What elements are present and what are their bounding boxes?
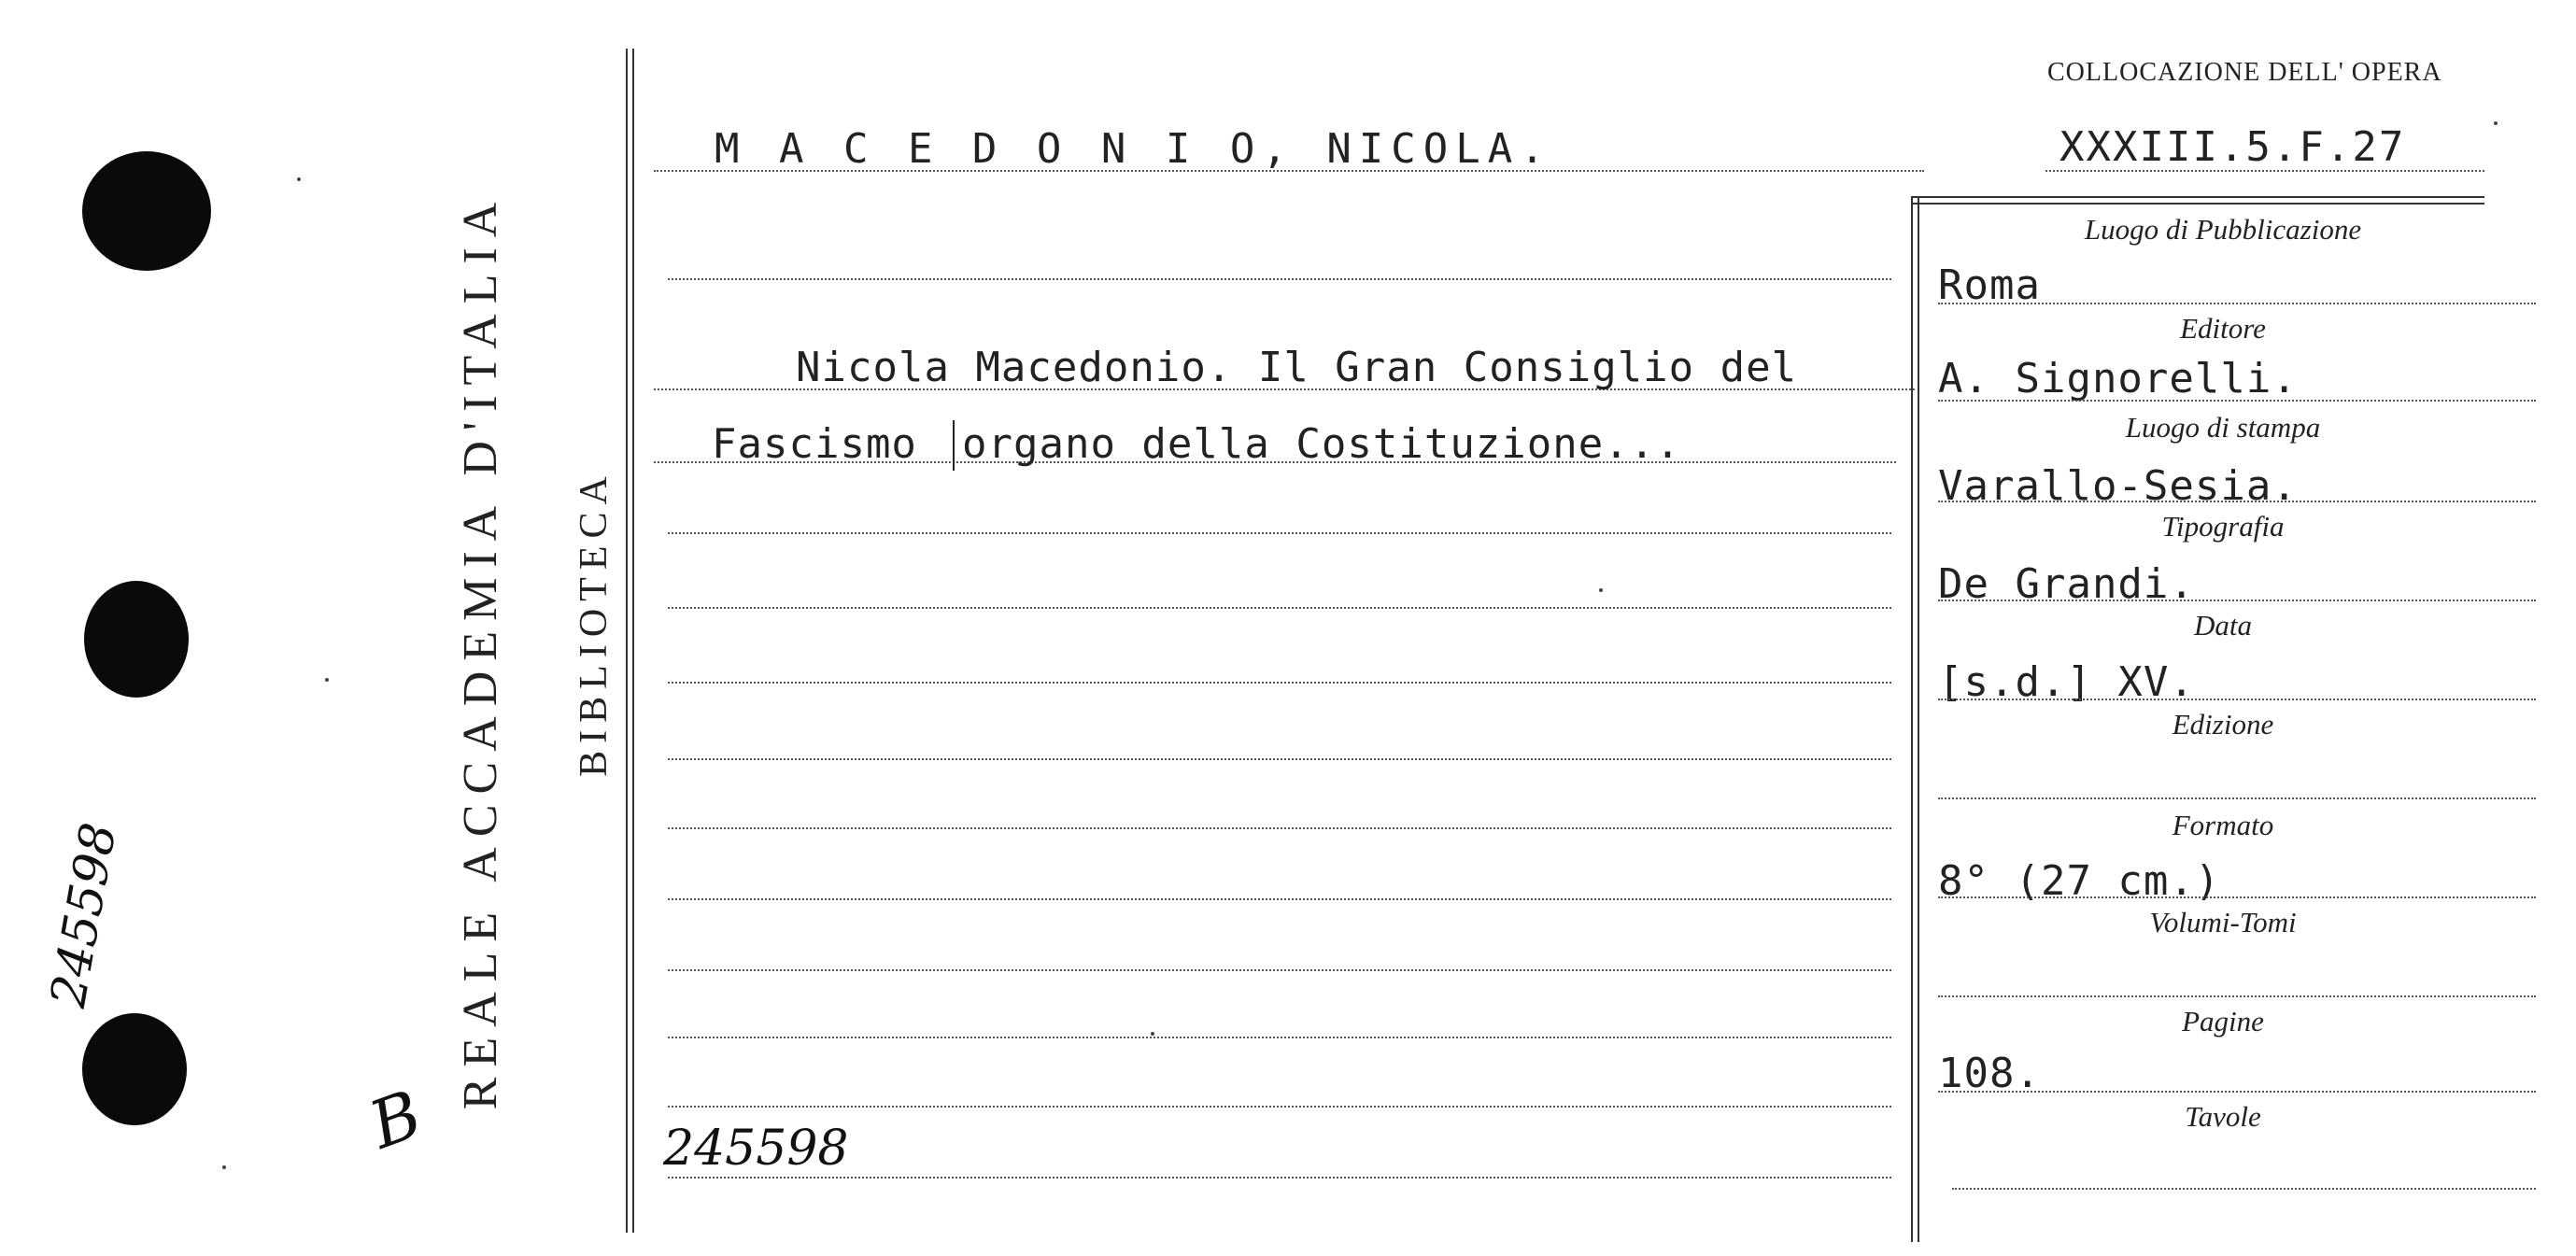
rule-line (668, 278, 1891, 280)
punch-hole-top (82, 151, 211, 271)
margin-handwritten-number: 245598 (40, 819, 128, 1011)
field-label-edizione: Edizione (2172, 708, 2274, 741)
rule-line (668, 827, 1891, 829)
field-label-formato: Formato (2172, 809, 2274, 841)
rule-line (1938, 501, 2536, 502)
field-label-luogo-stampa: Luogo di stampa (2125, 411, 2321, 444)
field-value-tipografia: De Grandi. (1938, 560, 2195, 608)
rule-line (668, 682, 1891, 684)
paper-speck (1599, 588, 1603, 592)
field-label-data: Data (2194, 609, 2252, 642)
rule-line (668, 607, 1891, 609)
title-line-1: Nicola Macedonio. Il Gran Consiglio del (796, 344, 1798, 391)
rule-line (668, 1106, 1891, 1108)
rule-line (668, 969, 1891, 971)
box-top-line (1911, 203, 2484, 205)
rule-line (1938, 995, 2536, 997)
author-name: M A C E D O N I O, NICOLA. (715, 125, 1552, 173)
field-value-luogo-stampa: Varallo-Sesia. (1938, 462, 2298, 510)
rule-line (668, 1177, 1891, 1178)
field-value-editore: A. Signorelli. (1938, 355, 2298, 402)
rule-line (654, 170, 1924, 172)
cursor-mark (953, 420, 955, 471)
rule-line (1938, 1091, 2536, 1093)
rule-line (1938, 303, 2536, 304)
rule-line (668, 758, 1891, 760)
box-top-line (1911, 196, 2484, 198)
field-value-pagine: 108. (1938, 1050, 2041, 1097)
rule-line (1938, 400, 2536, 402)
rule-line (1938, 699, 2536, 700)
field-value-luogo-pubblicazione: Roma (1938, 261, 2041, 309)
field-value-data: [s.d.] XV. (1938, 658, 2195, 706)
field-label-luogo-pubblicazione: Luogo di Pubblicazione (2084, 213, 2362, 246)
library-name: BIBLIOTECA (573, 469, 616, 777)
left-border-line (626, 49, 628, 1233)
field-label-pagine: Pagine (2182, 1005, 2264, 1037)
rule-line (1938, 797, 2536, 799)
collocation-header: COLLOCAZIONE DELL' OPERA (2047, 58, 2442, 87)
rule-line (668, 1037, 1891, 1038)
punch-hole-middle (84, 581, 189, 698)
rule-line (668, 898, 1891, 900)
paper-speck (325, 678, 329, 682)
inventory-number: 245598 (663, 1121, 849, 1177)
field-value-formato: 8° (27 cm.) (1938, 857, 2221, 905)
left-border-line (632, 49, 634, 1233)
rule-line (1938, 896, 2536, 898)
margin-handwritten-letter: B (360, 1075, 432, 1164)
paper-speck (297, 177, 301, 181)
field-label-editore: Editore (2180, 312, 2266, 345)
field-label-tipografia: Tipografia (2161, 510, 2285, 543)
box-border-line (1918, 196, 1919, 1242)
paper-speck (222, 1165, 226, 1169)
paper-speck (2494, 121, 2498, 125)
institution-name: REALE ACCADEMIA D'ITALIA (454, 191, 507, 1110)
box-border-line (1911, 196, 1913, 1242)
shelfmark: XXXIII.5.F.27 (2059, 123, 2406, 171)
rule-line (1938, 600, 2536, 601)
paper-speck (1151, 1032, 1154, 1036)
rule-line (1952, 1188, 2536, 1190)
title-line-2-b: organo della Costituzione... (962, 420, 1681, 468)
field-label-volumi-tomi: Volumi-Tomi (2149, 906, 2297, 938)
field-label-tavole: Tavole (2185, 1100, 2261, 1133)
punch-hole-bottom (82, 1013, 187, 1125)
title-line-2-a: Fascismo (712, 420, 917, 468)
rule-line (668, 532, 1891, 534)
rule-line (2045, 170, 2484, 172)
